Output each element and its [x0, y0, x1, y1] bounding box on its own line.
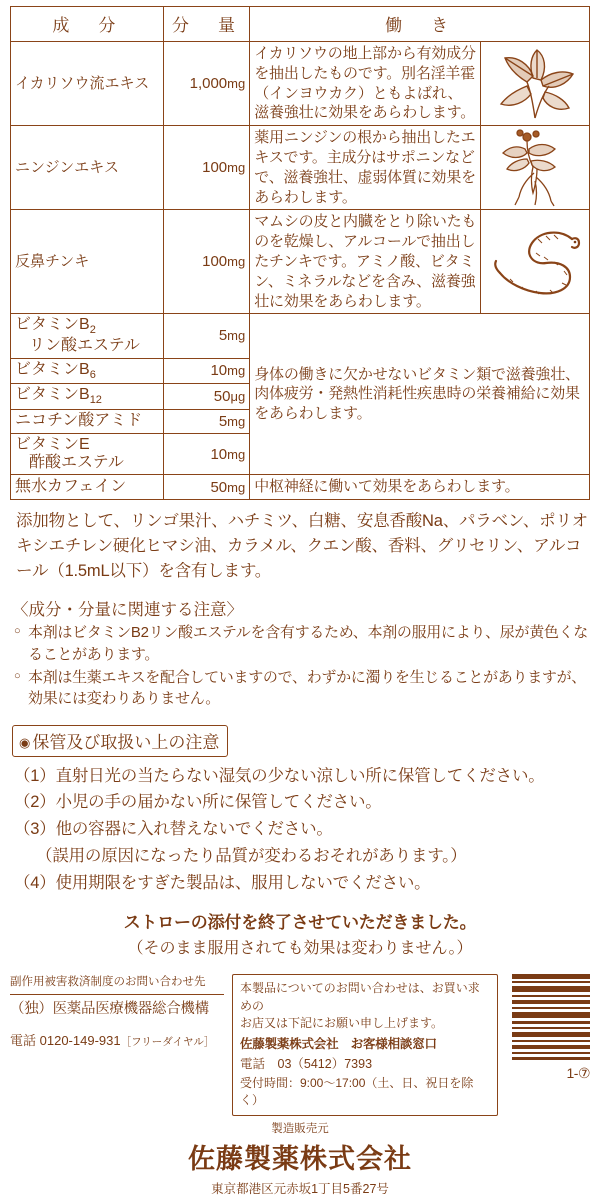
storage-list — [14, 763, 590, 897]
storage-heading: ◉ 保管及び取扱い上の注意 — [12, 725, 228, 757]
ingredient-amount: 10mg — [163, 358, 249, 384]
table-header-row — [11, 7, 590, 42]
header-ingredient: 成 分 — [11, 7, 164, 42]
vitamin-group-effect: 身体の働きに欠かせないビタミン類で滋養強壮、肉体疲労・発熱性消耗性疾患時の栄養補給に効果をあらわします。 — [250, 314, 590, 475]
inquiry-tel: 電話 03（5412）7393 — [240, 1056, 373, 1071]
ingredient-amount: 5mg — [163, 314, 249, 358]
inquiry-hours: 受付時間：9:00～17:00（土、日、祝日を除く） — [240, 1075, 474, 1108]
ingredient-amount: 1,000mg — [163, 42, 249, 126]
straw-notice-line1: ストローの添付を終了させていただきました。 — [123, 913, 477, 933]
ingredient-amount: 10mg — [163, 433, 249, 475]
company-name: 佐藤製薬株式会社 — [188, 1144, 412, 1175]
epimedium-plant-icon — [481, 42, 590, 126]
ingredient-notes-title: 〈成分・分量に関連する注意〉 — [12, 601, 243, 620]
ingredient-effect: イカリソウの地上部から有効成分を抽出したものです。別名淫羊霍（インヨウカク）ともよばれ、滋養強壮に効果をあらわします。 — [250, 42, 481, 126]
inquiry-box — [232, 974, 498, 1116]
inquiry-line2: お店又は下記にお願い申し上げます。 — [240, 1016, 444, 1030]
ingredient-effect: 薬用ニンジンの根から抽出したエキスです。主成分はサポニンなどで、滋養強壮、虚弱体質に効果をあらわします。 — [250, 126, 481, 210]
ingredient-name: 反鼻チンキ — [11, 210, 164, 314]
ingredient-effect: マムシの皮と内臓をとり除いたものを乾燥し、アルコールで抽出したチンキです。アミノ酸、ビタミン、ミネラルなどを含み、滋養強壮に効果をあらわします。 — [250, 210, 481, 314]
ingredient-name: ニコチン酸アミド — [11, 410, 164, 433]
ingredient-name: 無水カフェイン — [11, 475, 164, 500]
list-item: （1）直射日光の当たらない湿気の少ない涼しい所に保管してください。 — [14, 766, 545, 785]
ginseng-plant-icon — [481, 126, 590, 210]
relief-tel: 電話 0120-149-931［フリーダイヤル］ — [10, 1033, 215, 1049]
table-row — [11, 126, 590, 210]
list-item: （2）小児の手の届かない所に保管してください。 — [14, 793, 382, 812]
straw-notice-line2: （そのまま服用されても効果は変わりません。） — [127, 940, 473, 958]
company-address: 東京都港区元赤坂1丁目5番27号 — [211, 1182, 389, 1197]
table-row — [11, 210, 590, 314]
ingredient-effect: 中枢神経に働いて効果をあらわします。 — [250, 475, 590, 500]
product-code: 1-⑦ — [566, 1065, 590, 1082]
maker-label: 製造販売元 — [271, 1123, 329, 1136]
snake-icon — [481, 210, 590, 314]
header-effect: 働 き — [250, 7, 590, 42]
inquiry-company: 佐藤製薬株式会社 お客様相談窓口 — [240, 1037, 437, 1052]
ingredient-name: イカリソウ流エキス — [11, 42, 164, 126]
table-row — [11, 42, 590, 126]
list-item: ○ 本剤はビタミンB2リン酸エステルを含有するため、本剤の服用により、尿が黄色くなることがあります。 — [14, 622, 590, 665]
table-row — [11, 475, 590, 500]
list-item: ○ 本剤は生薬エキスを配合していますので、わずかに濁りを生じることがありますが、効果には変わりありません。 — [14, 667, 590, 710]
ingredient-table — [10, 6, 590, 500]
bottom-contact-area — [10, 974, 590, 1116]
ingredient-name: ビタミン$B_{12}$ — [11, 384, 164, 410]
header-amount: 分 量 — [163, 7, 249, 42]
relief-org: （独）医薬品医療機器総合機構 — [10, 1001, 209, 1018]
straw-notice — [10, 908, 590, 958]
relief-title: 副作用被害救済制度のお問い合わせ先 — [10, 976, 206, 989]
divider — [10, 994, 224, 995]
ingredient-amount: 5mg — [163, 410, 249, 433]
bullet-icon: ◉ — [19, 734, 31, 750]
table-row — [11, 314, 590, 358]
ingredient-amount: 50mg — [163, 475, 249, 500]
list-item: （3）他の容器に入れ替えないでください。 — [14, 820, 333, 839]
list-item: （誤用の原因になったり品質が変わるおそれがあります。） — [36, 846, 467, 865]
barcode-icon — [512, 974, 590, 1060]
company-footer — [10, 1120, 590, 1197]
ingredient-name: ビタミン$B_2$ リン酸エステル — [11, 314, 164, 358]
ingredient-notes-list — [14, 622, 590, 709]
inquiry-line1: 本製品についてのお問い合わせは、お買い求めの — [240, 981, 480, 1013]
barcode-area — [506, 974, 590, 1082]
ingredient-amount: 100mg — [163, 210, 249, 314]
list-item: （4）使用期限をすぎた製品は、服用しないでください。 — [14, 873, 431, 892]
additives-paragraph: 添加物として、リンゴ果汁、ハチミツ、白糖、安息香酸Na、パラベン、ポリオキシエチレン硬化ヒマシ油、カラメル、クエン酸、香料、グリセリン、アルコール（1.5mL以下）を含有します。 — [16, 512, 588, 581]
ingredient-amount: 100mg — [163, 126, 249, 210]
ingredient-name: ビタミン$B_6$ — [11, 358, 164, 384]
relief-system-box — [10, 974, 224, 1051]
ingredient-amount: 50μg — [163, 384, 249, 410]
ingredient-name: ビタミンE 酢酸エステル — [11, 433, 164, 475]
ingredient-name: ニンジンエキス — [11, 126, 164, 210]
